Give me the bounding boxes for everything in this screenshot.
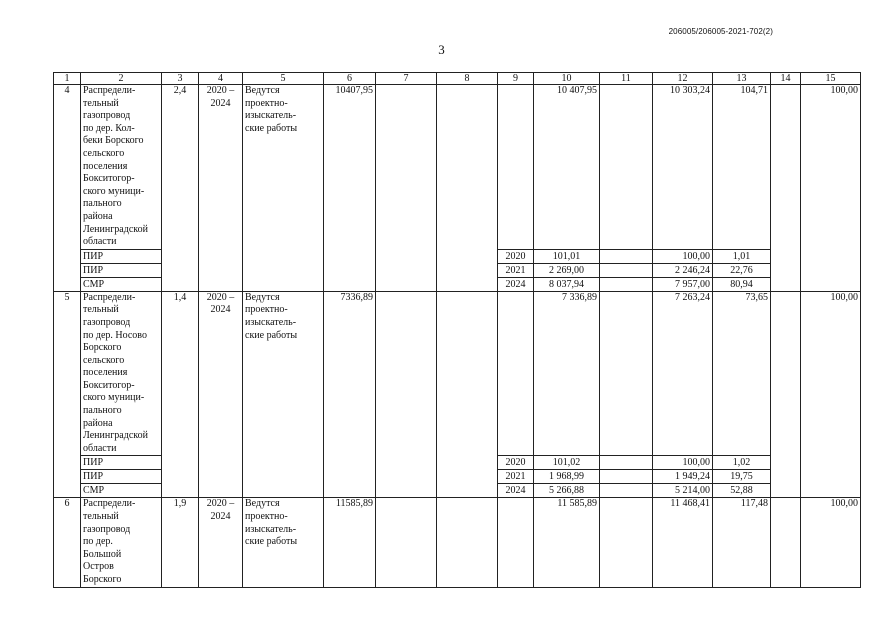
header-col-2: 2 <box>81 73 162 85</box>
status-text: Ведутся проектно- изыскатель- ские работы <box>243 85 324 292</box>
total-cost: 7336,89 <box>324 291 376 498</box>
header-col-6: 6 <box>324 73 376 85</box>
stage-type: ПИР <box>81 249 162 263</box>
col-9-empty <box>498 498 534 587</box>
row-number: 4 <box>54 85 81 292</box>
stage-col-10: 101,01 <box>534 249 600 263</box>
stage-col-13: 19,75 <box>713 470 771 484</box>
col-7-empty <box>376 498 437 587</box>
total-col-13: 117,48 <box>713 498 771 587</box>
stage-col-13: 80,94 <box>713 277 771 291</box>
stage-type: ПИР <box>81 470 162 484</box>
total-col-13: 73,65 <box>713 291 771 456</box>
stage-col-12: 100,00 <box>653 249 713 263</box>
stage-col-10: 1 968,99 <box>534 470 600 484</box>
period: 2020 – 2024 <box>199 85 243 292</box>
total-col-12: 11 468,41 <box>653 498 713 587</box>
header-col-14: 14 <box>771 73 801 85</box>
header-col-15: 15 <box>801 73 861 85</box>
object-name: Распредели- тельный газопровод по дер. Кол- беки Борского сельского поселения Бокситогор- ского муници- пального района Ленинградской области <box>81 85 162 250</box>
table-row <box>54 498 861 587</box>
col-14-empty <box>771 498 801 587</box>
page-number: 3 <box>438 42 445 57</box>
row-number: 6 <box>54 498 81 587</box>
header-col-13: 13 <box>713 73 771 85</box>
status-text: Ведутся проектно- изыскатель- ские работы <box>243 291 324 498</box>
header-col-1: 1 <box>54 73 81 85</box>
length-km: 2,4 <box>162 85 199 292</box>
stage-col-10: 2 269,00 <box>534 263 600 277</box>
investment-table <box>53 72 861 588</box>
col-8-empty <box>437 85 498 292</box>
col-14-empty <box>771 85 801 292</box>
period: 2020 – 2024 <box>199 498 243 587</box>
total-col-15: 100,00 <box>801 291 861 498</box>
header-col-5: 5 <box>243 73 324 85</box>
stage-col-11-empty <box>600 470 653 484</box>
stage-col-12: 7 957,00 <box>653 277 713 291</box>
header-col-11: 11 <box>600 73 653 85</box>
stage-col-13: 52,88 <box>713 484 771 498</box>
stage-year: 2024 <box>498 277 534 291</box>
col-9-empty <box>498 291 534 456</box>
table-row <box>54 291 861 456</box>
stage-col-10: 8 037,94 <box>534 277 600 291</box>
total-col-13: 104,71 <box>713 85 771 250</box>
stage-col-10: 101,02 <box>534 456 600 470</box>
stage-year: 2020 <box>498 456 534 470</box>
col-7-empty <box>376 291 437 498</box>
document-id: 206005/206005-2021-702(2) <box>668 27 773 36</box>
col-7-empty <box>376 85 437 292</box>
stage-type: СМР <box>81 484 162 498</box>
col-11-empty <box>600 498 653 587</box>
total-col-12: 7 263,24 <box>653 291 713 456</box>
stage-col-12: 1 949,24 <box>653 470 713 484</box>
stage-col-11-empty <box>600 249 653 263</box>
stage-col-13: 22,76 <box>713 263 771 277</box>
col-8-empty <box>437 498 498 587</box>
object-name: Распредели- тельный газопровод по дер. Носово Борского сельского поселения Бокситогор- ского муници- пального района Ленинградской области <box>81 291 162 456</box>
stage-year: 2020 <box>498 249 534 263</box>
total-col-15: 100,00 <box>801 85 861 292</box>
stage-col-12: 100,00 <box>653 456 713 470</box>
col-8-empty <box>437 291 498 498</box>
total-col-10: 7 336,89 <box>534 291 600 456</box>
stage-col-12: 2 246,24 <box>653 263 713 277</box>
header-col-8: 8 <box>437 73 498 85</box>
stage-year: 2021 <box>498 470 534 484</box>
stage-col-13: 1,02 <box>713 456 771 470</box>
table-row <box>54 85 861 250</box>
length-km: 1,9 <box>162 498 199 587</box>
col-9-empty <box>498 85 534 250</box>
total-cost: 10407,95 <box>324 85 376 292</box>
header-col-10: 10 <box>534 73 600 85</box>
total-col-12: 10 303,24 <box>653 85 713 250</box>
period: 2020 – 2024 <box>199 291 243 498</box>
stage-col-11-empty <box>600 484 653 498</box>
header-col-7: 7 <box>376 73 437 85</box>
col-11-empty <box>600 291 653 456</box>
row-number: 5 <box>54 291 81 498</box>
stage-col-13: 1,01 <box>713 249 771 263</box>
stage-type: ПИР <box>81 263 162 277</box>
header-col-12: 12 <box>653 73 713 85</box>
total-col-15: 100,00 <box>801 498 861 587</box>
header-col-4: 4 <box>199 73 243 85</box>
stage-col-11-empty <box>600 456 653 470</box>
stage-type: ПИР <box>81 456 162 470</box>
header-col-9: 9 <box>498 73 534 85</box>
stage-col-12: 5 214,00 <box>653 484 713 498</box>
stage-type: СМР <box>81 277 162 291</box>
stage-year: 2024 <box>498 484 534 498</box>
length-km: 1,4 <box>162 291 199 498</box>
total-cost: 11585,89 <box>324 498 376 587</box>
stage-year: 2021 <box>498 263 534 277</box>
header-col-3: 3 <box>162 73 199 85</box>
status-text: Ведутся проектно- изыскатель- ские работы <box>243 498 324 587</box>
column-number-header <box>54 73 861 85</box>
stage-col-10: 5 266,88 <box>534 484 600 498</box>
stage-col-11-empty <box>600 277 653 291</box>
total-col-10: 11 585,89 <box>534 498 600 587</box>
stage-col-11-empty <box>600 263 653 277</box>
col-11-empty <box>600 85 653 250</box>
total-col-10: 10 407,95 <box>534 85 600 250</box>
object-name: Распредели- тельный газопровод по дер. Большой Остров Борского <box>81 498 162 587</box>
col-14-empty <box>771 291 801 498</box>
